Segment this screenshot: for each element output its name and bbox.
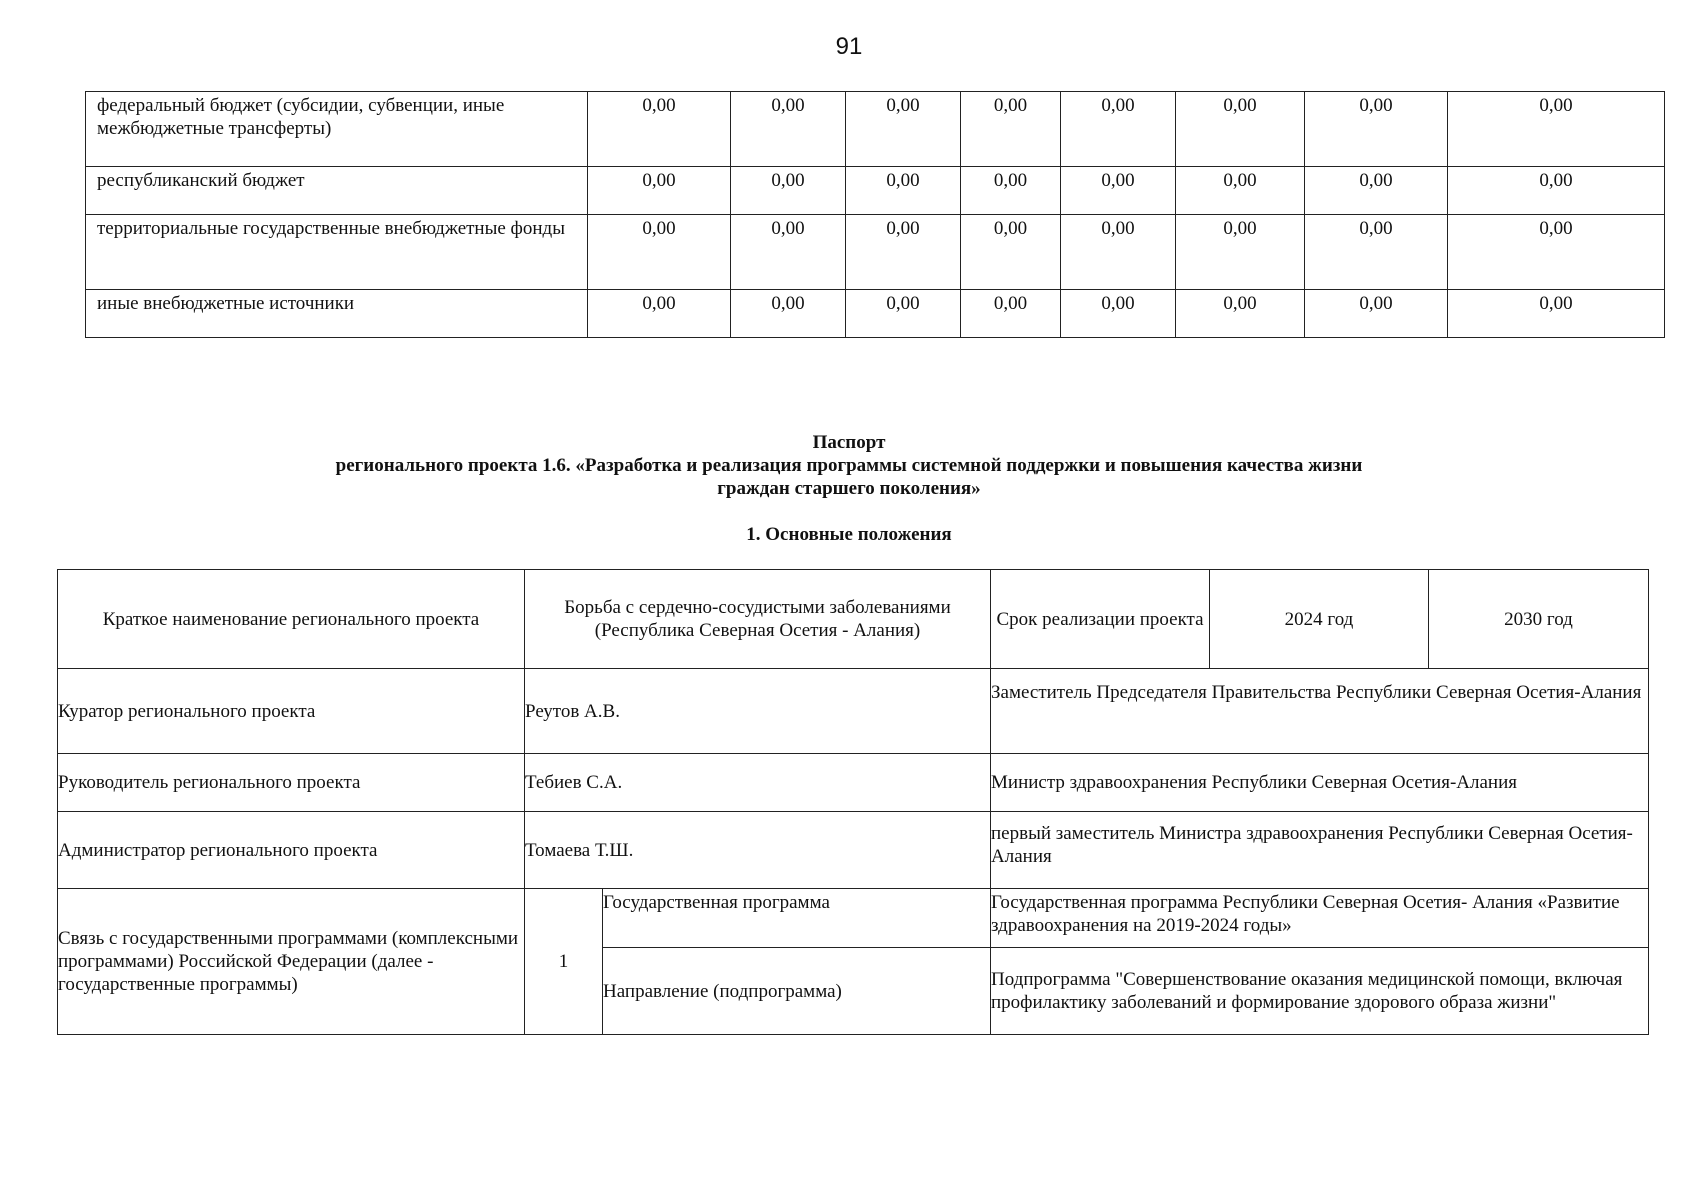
term-start: 2024 год bbox=[1210, 570, 1429, 669]
budget-value: 0,00 bbox=[1061, 167, 1176, 215]
direction-label: Направление (подпрограмма) bbox=[603, 948, 991, 1035]
table-row bbox=[86, 167, 1665, 215]
budget-value: 0,00 bbox=[1305, 92, 1448, 167]
budget-table bbox=[85, 91, 1665, 338]
budget-value: 0,00 bbox=[1448, 290, 1665, 338]
link-number: 1 bbox=[525, 889, 603, 1035]
table-row bbox=[58, 570, 1649, 669]
budget-value: 0,00 bbox=[1448, 167, 1665, 215]
budget-value: 0,00 bbox=[1305, 290, 1448, 338]
passport-heading bbox=[0, 431, 1698, 500]
table-row bbox=[58, 812, 1649, 889]
budget-value: 0,00 bbox=[588, 92, 731, 167]
section-title: 1. Основные положения bbox=[746, 524, 952, 545]
short-name-label: Краткое наименование регионального проекта bbox=[58, 570, 525, 669]
admin-label: Администратор регионального проекта bbox=[58, 812, 525, 889]
funding-source: республиканский бюджет bbox=[86, 167, 588, 215]
table-row bbox=[86, 290, 1665, 338]
budget-value: 0,00 bbox=[1176, 215, 1305, 290]
admin-name: Томаева Т.Ш. bbox=[525, 812, 991, 889]
budget-value: 0,00 bbox=[1061, 92, 1176, 167]
table-row bbox=[58, 889, 1649, 948]
term-end: 2030 год bbox=[1429, 570, 1649, 669]
budget-value: 0,00 bbox=[961, 290, 1061, 338]
funding-source: иные внебюджетные источники bbox=[86, 290, 588, 338]
project-title-line2: граждан старшего поколения» bbox=[717, 478, 981, 499]
table-row bbox=[58, 754, 1649, 812]
budget-value: 0,00 bbox=[846, 167, 961, 215]
budget-value: 0,00 bbox=[846, 290, 961, 338]
funding-source: федеральный бюджет (субсидии, субвенции, иные межбюджетные трансферты) bbox=[86, 92, 588, 167]
curator-name: Реутов А.В. bbox=[525, 669, 991, 754]
budget-value: 0,00 bbox=[846, 92, 961, 167]
table-row bbox=[86, 215, 1665, 290]
passport-table bbox=[57, 569, 1649, 1035]
budget-value: 0,00 bbox=[846, 215, 961, 290]
budget-value: 0,00 bbox=[588, 215, 731, 290]
budget-value: 0,00 bbox=[731, 290, 846, 338]
budget-value: 0,00 bbox=[588, 167, 731, 215]
state-program-label: Государственная программа bbox=[603, 889, 991, 948]
budget-value: 0,00 bbox=[731, 215, 846, 290]
budget-value: 0,00 bbox=[588, 290, 731, 338]
table-row bbox=[86, 92, 1665, 167]
budget-value: 0,00 bbox=[1061, 290, 1176, 338]
page-number: 91 bbox=[835, 33, 863, 60]
budget-value: 0,00 bbox=[1176, 92, 1305, 167]
curator-position: Заместитель Председателя Правительства Республики Северная Осетия-Алания bbox=[991, 669, 1649, 754]
admin-position: первый заместитель Министра здравоохранения Республики Северная Осетия-Алания bbox=[991, 812, 1649, 889]
project-title-line1: регионального проекта 1.6. «Разработка и реализация программы системной поддержки и повышения качества жизни bbox=[335, 455, 1363, 476]
state-program-value: Государственная программа Республики Северная Осетия- Алания «Развитие здравоохранения на 2019-2024 годы» bbox=[991, 889, 1649, 948]
short-name-value: Борьба с сердечно-сосудистыми заболеваниями (Республика Северная Осетия - Алания) bbox=[525, 570, 991, 669]
budget-value: 0,00 bbox=[731, 92, 846, 167]
funding-source: территориальные государственные внебюджетные фонды bbox=[86, 215, 588, 290]
head-position: Министр здравоохранения Республики Северная Осетия-Алания bbox=[991, 754, 1649, 812]
budget-value: 0,00 bbox=[1448, 92, 1665, 167]
budget-value: 0,00 bbox=[1176, 290, 1305, 338]
budget-value: 0,00 bbox=[731, 167, 846, 215]
budget-value: 0,00 bbox=[1061, 215, 1176, 290]
budget-value: 0,00 bbox=[961, 92, 1061, 167]
budget-value: 0,00 bbox=[961, 215, 1061, 290]
direction-value: Подпрограмма "Совершенствование оказания медицинской помощи, включая профилактику заболеваний и формирование здорового образа жизни" bbox=[991, 948, 1649, 1035]
term-label: Срок реализации проекта bbox=[991, 570, 1210, 669]
budget-value: 0,00 bbox=[1176, 167, 1305, 215]
budget-value: 0,00 bbox=[1305, 215, 1448, 290]
passport-title: Паспорт bbox=[812, 432, 886, 453]
budget-value: 0,00 bbox=[961, 167, 1061, 215]
head-name: Тебиев С.А. bbox=[525, 754, 991, 812]
table-row bbox=[58, 669, 1649, 754]
link-label: Связь с государственными программами (комплексными программами) Российской Федерации (далее - государственные программы) bbox=[58, 889, 525, 1035]
curator-label: Куратор регионального проекта bbox=[58, 669, 525, 754]
budget-value: 0,00 bbox=[1305, 167, 1448, 215]
head-label: Руководитель регионального проекта bbox=[58, 754, 525, 812]
budget-value: 0,00 bbox=[1448, 215, 1665, 290]
